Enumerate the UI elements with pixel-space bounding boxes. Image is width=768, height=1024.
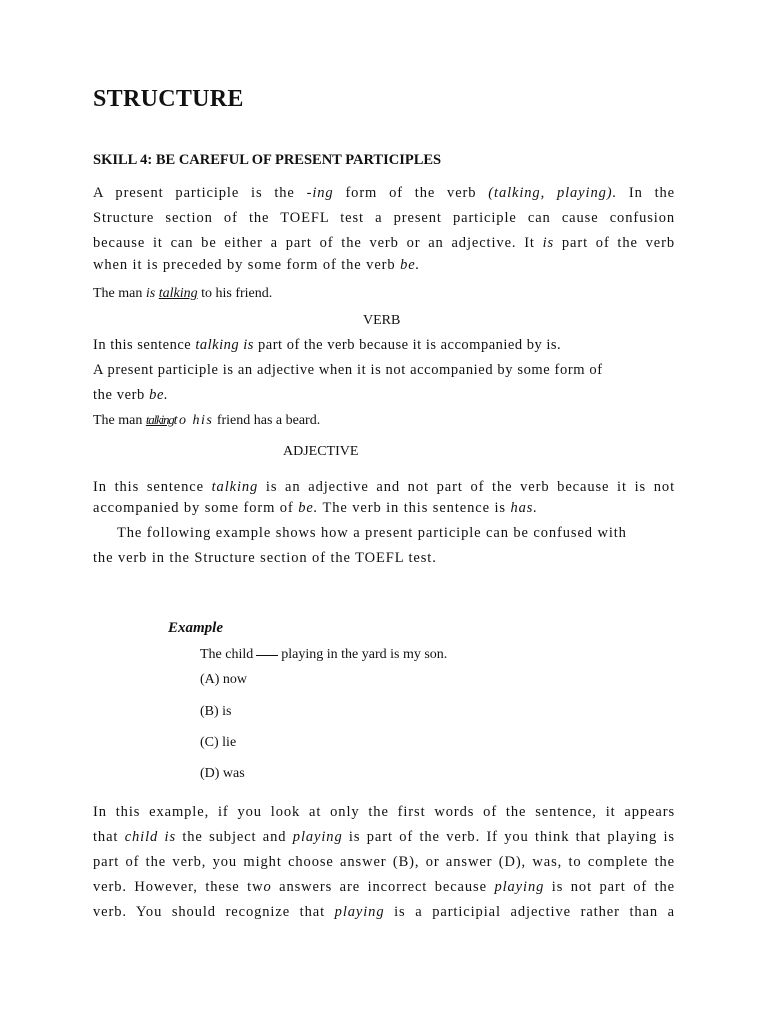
adjective-def-line-2: the verb be. bbox=[93, 387, 169, 403]
example-label: Example bbox=[168, 620, 223, 636]
page-title: STRUCTURE bbox=[93, 86, 244, 112]
intro-line-4: when it is preceded by some form of the verb be. bbox=[93, 257, 421, 273]
answer-blank bbox=[256, 655, 278, 656]
adjective-label: ADJECTIVE bbox=[283, 444, 359, 459]
adjective-def-line-1: A present participle is an adjective when it is not accompanied by some form of bbox=[93, 362, 603, 378]
option-b: (B) is bbox=[200, 704, 232, 719]
option-a: (A) now bbox=[200, 672, 248, 687]
intro-line-3: because it can be either a part of the verb or an adjective. It is part of the verb bbox=[93, 235, 675, 251]
explain-adjective-line-1: In this sentence talking is an adjective and not part of the verb because it is not bbox=[93, 479, 675, 495]
example-verb-sentence: The man is talking to his friend. bbox=[93, 286, 273, 301]
skill-heading: SKILL 4: BE CAREFUL OF PRESENT PARTICIPLES bbox=[93, 152, 442, 168]
example-adjective-sentence: The man talkingto his friend has a beard. bbox=[93, 412, 321, 428]
analysis-line-5: verb. You should recognize that playing is a participial adjective rather than a bbox=[93, 904, 676, 920]
intro-line-2: Structure section of the TOEFL test a present participle can cause confusion bbox=[93, 210, 675, 226]
analysis-line-1: In this example, if you look at only the first words of the sentence, it appears bbox=[93, 804, 675, 820]
explain-verb-line: In this sentence talking is part of the verb because it is accompanied by is. bbox=[93, 337, 562, 353]
explain-adjective-line-2: accompanied by some form of be. The verb in this sentence is has. bbox=[93, 500, 538, 516]
intro-line-1: A present participle is the -ing form of the verb (talking, playing). In the bbox=[93, 185, 675, 201]
analysis-line-3: part of the verb, you might choose answer (B), or answer (D), was, to complete the bbox=[93, 854, 675, 870]
following-line-1: The following example shows how a present participle can be confused with bbox=[117, 525, 627, 541]
analysis-line-2: that child is the subject and playing is part of the verb. If you think that playing is bbox=[93, 829, 675, 845]
example-question: The child playing in the yard is my son. bbox=[200, 647, 448, 662]
following-line-2: the verb in the Structure section of the TOEFL test. bbox=[93, 550, 437, 566]
verb-label: VERB bbox=[363, 313, 401, 328]
analysis-line-4: verb. However, these two answers are incorrect because playing is not part of the bbox=[93, 879, 676, 895]
option-d: (D) was bbox=[200, 766, 245, 781]
option-c: (C) lie bbox=[200, 735, 237, 750]
